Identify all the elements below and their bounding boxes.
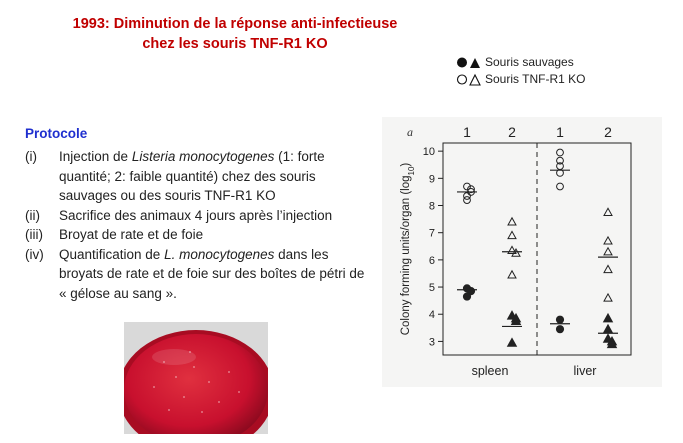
scatter-chart-svg — [382, 117, 662, 387]
panel-letter: a — [407, 125, 413, 139]
protocol-step — [25, 206, 370, 226]
legend-ko — [456, 71, 585, 88]
data-point — [508, 218, 516, 225]
slide-title — [0, 14, 470, 54]
y-tick-label: 10 — [422, 146, 435, 159]
title-line-1: 1993: Diminution de la réponse anti-infectieuse — [72, 16, 398, 32]
protocol-step — [25, 225, 370, 245]
data-point — [508, 246, 516, 253]
petri-dish-icon — [124, 322, 268, 434]
legend-wild-label: Souris sauvages — [485, 55, 574, 69]
data-point — [508, 231, 516, 238]
group-label: 2 — [508, 124, 516, 140]
data-point — [464, 197, 471, 204]
data-point — [604, 248, 612, 255]
y-tick-label: 4 — [428, 309, 435, 322]
petri-dish-photo — [124, 322, 268, 434]
protocol-step — [25, 245, 370, 304]
data-point — [557, 183, 564, 190]
group-label: 2 — [604, 124, 612, 140]
step-text: Sacrifice des animaux 4 jours après l’injection — [59, 207, 333, 223]
y-tick-label: 7 — [428, 227, 435, 240]
x-category-label: spleen — [471, 364, 509, 378]
protocol-heading: Protocole — [25, 126, 88, 141]
filled-markers-icon — [456, 56, 482, 69]
step-number: (iv) — [25, 246, 44, 262]
data-point — [604, 208, 612, 215]
protocol-steps — [25, 147, 370, 303]
step-text: Injection de Listeria monocytogenes (1: forte quantité; 2: faible quantité) chez des souris sauvages ou des souris TNF-R1 KO — [59, 149, 325, 203]
data-point — [604, 325, 613, 333]
data-point — [556, 316, 563, 323]
legend-wild — [456, 54, 585, 71]
y-tick-label: 9 — [428, 173, 435, 186]
y-axis-label: Colony forming units/organ $(\log_{10})$ — [400, 162, 416, 336]
step-text: Quantification de L. monocytogenes dans les broyats de rate et de foie sur des boîtes de pétri de « gélose au sang ». — [59, 246, 365, 301]
title-line-2: chez les souris TNF-R1 KO — [142, 36, 328, 52]
data-point — [463, 293, 470, 300]
open-markers-icon — [456, 73, 482, 86]
scatter-chart — [382, 117, 662, 387]
data-point — [604, 294, 612, 301]
step-number: (i) — [25, 149, 37, 164]
data-point — [604, 265, 612, 272]
protocol-step — [25, 147, 370, 206]
data-point — [556, 326, 563, 333]
legend — [456, 54, 585, 88]
y-tick-label: 5 — [428, 282, 435, 295]
data-point — [604, 314, 613, 322]
data-point — [604, 237, 612, 244]
y-tick-label: 6 — [428, 254, 435, 267]
step-number: (ii) — [25, 207, 40, 223]
legend-ko-label: Souris TNF-R1 KO — [485, 72, 586, 86]
data-point — [557, 149, 564, 156]
y-tick-label: 8 — [428, 200, 435, 213]
y-tick-label: 3 — [428, 336, 435, 349]
step-number: (iii) — [25, 227, 43, 242]
group-label: 1 — [463, 124, 471, 140]
step-text: Broyat de rate et de foie — [59, 227, 204, 242]
x-category-label: liver — [573, 364, 597, 378]
group-label: 1 — [556, 124, 564, 140]
data-point — [508, 338, 517, 346]
data-point — [508, 271, 516, 278]
